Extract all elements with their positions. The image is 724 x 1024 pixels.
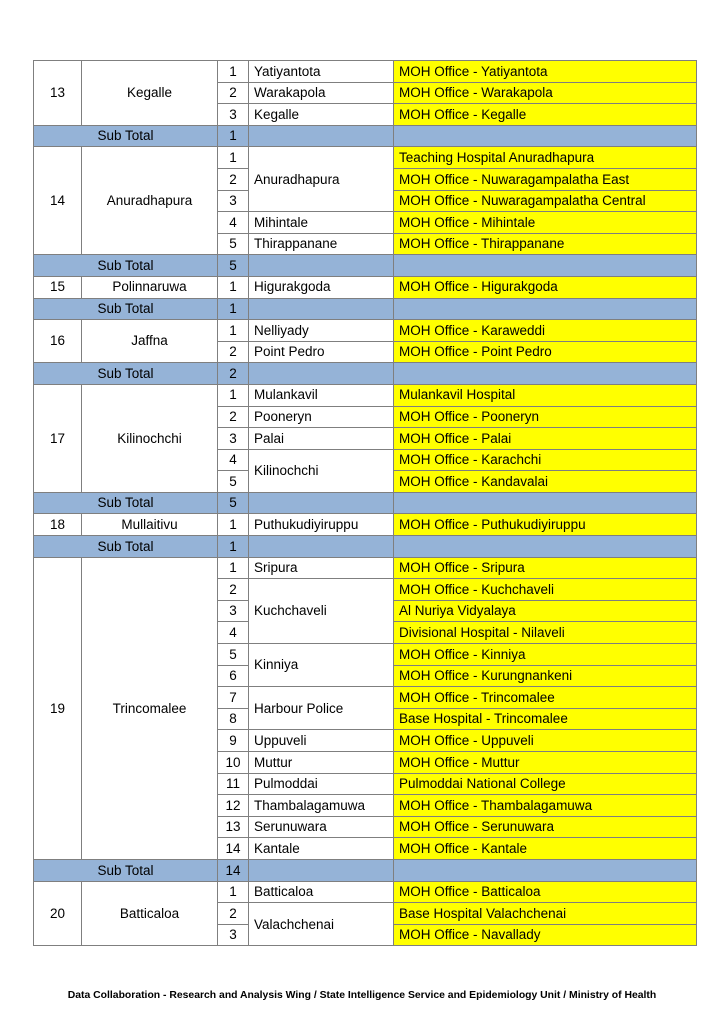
- moh-area: Valachchenai: [249, 903, 394, 946]
- vaccination-centre: MOH Office - Nuwaragampalatha Central: [394, 190, 697, 212]
- district-number: 16: [34, 320, 82, 363]
- district-number: 14: [34, 147, 82, 255]
- moh-area: Harbour Police: [249, 687, 394, 730]
- footer-credit: Data Collaboration - Research and Analysis Wing / State Intelligence Service and Epidemiology Unit / Ministry of Health: [67, 990, 657, 1001]
- district-name: Kegalle: [82, 61, 218, 126]
- subtotal-row: [34, 536, 697, 558]
- moh-area: Uppuveli: [249, 730, 394, 752]
- vaccination-centre: MOH Office - Kantale: [394, 838, 697, 860]
- subtotal-label: Sub Total: [34, 859, 218, 881]
- row-number: 1: [218, 320, 249, 342]
- subtotal-row: [34, 859, 697, 881]
- row-number: 1: [218, 147, 249, 169]
- row-number: 2: [218, 903, 249, 925]
- row-number: 1: [218, 514, 249, 536]
- subtotal-empty: [249, 859, 394, 881]
- table-row: [34, 147, 697, 169]
- vaccination-centre: MOH Office - Point Pedro: [394, 341, 697, 363]
- vaccination-centre: MOH Office - Karachchi: [394, 449, 697, 471]
- row-number: 4: [218, 212, 249, 234]
- district-number: 19: [34, 557, 82, 859]
- vaccination-centre: MOH Office - Puthukudiyiruppu: [394, 514, 697, 536]
- district-name: Trincomalee: [82, 557, 218, 859]
- moh-area: Kilinochchi: [249, 449, 394, 492]
- moh-area: Serunuwara: [249, 816, 394, 838]
- subtotal-value: 14: [218, 859, 249, 881]
- subtotal-empty: [394, 125, 697, 147]
- moh-area: Palai: [249, 428, 394, 450]
- vaccination-centre: MOH Office - Uppuveli: [394, 730, 697, 752]
- moh-area: Kinniya: [249, 644, 394, 687]
- moh-area: Anuradhapura: [249, 147, 394, 212]
- district-number: 18: [34, 514, 82, 536]
- row-number: 3: [218, 104, 249, 126]
- subtotal-value: 1: [218, 536, 249, 558]
- subtotal-empty: [394, 492, 697, 514]
- row-number: 2: [218, 406, 249, 428]
- vaccination-centre: MOH Office - Sripura: [394, 557, 697, 579]
- row-number: 4: [218, 622, 249, 644]
- subtotal-value: 1: [218, 298, 249, 320]
- subtotal-label: Sub Total: [34, 536, 218, 558]
- row-number: 1: [218, 881, 249, 903]
- subtotal-label: Sub Total: [34, 363, 218, 385]
- vaccination-centre: MOH Office - Higurakgoda: [394, 276, 697, 298]
- vaccination-centre: Base Hospital Valachchenai: [394, 903, 697, 925]
- table-row: [34, 320, 697, 342]
- vaccination-centre: MOH Office - Kurungnankeni: [394, 665, 697, 687]
- row-number: 5: [218, 644, 249, 666]
- vaccination-centre: MOH Office - Warakapola: [394, 82, 697, 104]
- row-number: 2: [218, 341, 249, 363]
- subtotal-empty: [249, 492, 394, 514]
- vaccination-centre: Divisional Hospital - Nilaveli: [394, 622, 697, 644]
- vaccination-centre: MOH Office - Karaweddi: [394, 320, 697, 342]
- row-number: 5: [218, 471, 249, 493]
- vaccination-centre: MOH Office - Kandavalai: [394, 471, 697, 493]
- subtotal-empty: [394, 363, 697, 385]
- vaccination-centre: MOH Office - Yatiyantota: [394, 61, 697, 83]
- row-number: 3: [218, 924, 249, 946]
- district-name: Kilinochchi: [82, 384, 218, 492]
- subtotal-label: Sub Total: [34, 298, 218, 320]
- moh-area: Muttur: [249, 752, 394, 774]
- vaccination-centre: MOH Office - Muttur: [394, 752, 697, 774]
- district-number: 15: [34, 276, 82, 298]
- subtotal-empty: [394, 536, 697, 558]
- subtotal-empty: [394, 298, 697, 320]
- vaccination-centre: Al Nuriya Vidyalaya: [394, 600, 697, 622]
- row-number: 7: [218, 687, 249, 709]
- vaccination-centre: Base Hospital - Trincomalee: [394, 708, 697, 730]
- subtotal-empty: [394, 255, 697, 277]
- table-row: [34, 384, 697, 406]
- subtotal-empty: [249, 255, 394, 277]
- vaccination-centre: MOH Office - Navallady: [394, 924, 697, 946]
- district-name: Jaffna: [82, 320, 218, 363]
- moh-area: Thirappanane: [249, 233, 394, 255]
- moh-area: Point Pedro: [249, 341, 394, 363]
- row-number: 10: [218, 752, 249, 774]
- subtotal-row: [34, 255, 697, 277]
- district-name: Anuradhapura: [82, 147, 218, 255]
- moh-area: Yatiyantota: [249, 61, 394, 83]
- vaccination-centre: MOH Office - Trincomalee: [394, 687, 697, 709]
- row-number: 9: [218, 730, 249, 752]
- row-number: 6: [218, 665, 249, 687]
- subtotal-value: 5: [218, 255, 249, 277]
- vaccination-centre: MOH Office - Serunuwara: [394, 816, 697, 838]
- table-row: [34, 557, 697, 579]
- vaccination-centre: MOH Office - Nuwaragampalatha East: [394, 168, 697, 190]
- subtotal-row: [34, 492, 697, 514]
- vaccination-centre: MOH Office - Thambalagamuwa: [394, 795, 697, 817]
- subtotal-empty: [249, 298, 394, 320]
- subtotal-row: [34, 125, 697, 147]
- moh-area: Thambalagamuwa: [249, 795, 394, 817]
- subtotal-empty: [249, 125, 394, 147]
- subtotal-row: [34, 363, 697, 385]
- row-number: 3: [218, 190, 249, 212]
- vaccination-centre: MOH Office - Batticaloa: [394, 881, 697, 903]
- vaccination-centre: Mulankavil Hospital: [394, 384, 697, 406]
- moh-area: Mulankavil: [249, 384, 394, 406]
- subtotal-value: 1: [218, 125, 249, 147]
- row-number: 1: [218, 276, 249, 298]
- table-row: [34, 276, 697, 298]
- row-number: 12: [218, 795, 249, 817]
- row-number: 1: [218, 61, 249, 83]
- subtotal-row: [34, 298, 697, 320]
- moh-area: Warakapola: [249, 82, 394, 104]
- row-number: 8: [218, 708, 249, 730]
- district-number: 20: [34, 881, 82, 946]
- subtotal-empty: [249, 536, 394, 558]
- moh-area: Kuchchaveli: [249, 579, 394, 644]
- row-number: 2: [218, 168, 249, 190]
- moh-area: Kantale: [249, 838, 394, 860]
- moh-area: Pulmoddai: [249, 773, 394, 795]
- vaccination-centre: MOH Office - Palai: [394, 428, 697, 450]
- moh-area: Batticaloa: [249, 881, 394, 903]
- moh-area: Mihintale: [249, 212, 394, 234]
- vaccination-centre: MOH Office - Mihintale: [394, 212, 697, 234]
- moh-area: Sripura: [249, 557, 394, 579]
- subtotal-value: 2: [218, 363, 249, 385]
- table-row: [34, 61, 697, 83]
- moh-area: Nelliyady: [249, 320, 394, 342]
- row-number: 4: [218, 449, 249, 471]
- district-name: Polinnaruwa: [82, 276, 218, 298]
- row-number: 11: [218, 773, 249, 795]
- district-name: Mullaitivu: [82, 514, 218, 536]
- vaccination-centre: Teaching Hospital Anuradhapura: [394, 147, 697, 169]
- row-number: 3: [218, 600, 249, 622]
- row-number: 13: [218, 816, 249, 838]
- vaccination-centre: MOH Office - Thirappanane: [394, 233, 697, 255]
- table-row: [34, 881, 697, 903]
- subtotal-value: 5: [218, 492, 249, 514]
- moh-area: Puthukudiyiruppu: [249, 514, 394, 536]
- table-row: [34, 514, 697, 536]
- subtotal-label: Sub Total: [34, 125, 218, 147]
- moh-area: Higurakgoda: [249, 276, 394, 298]
- row-number: 3: [218, 428, 249, 450]
- subtotal-label: Sub Total: [34, 255, 218, 277]
- vaccination-centre: MOH Office - Kinniya: [394, 644, 697, 666]
- district-number: 13: [34, 61, 82, 126]
- row-number: 5: [218, 233, 249, 255]
- row-number: 1: [218, 384, 249, 406]
- moh-area: Kegalle: [249, 104, 394, 126]
- row-number: 14: [218, 838, 249, 860]
- vaccination-centres-table: [33, 60, 697, 946]
- subtotal-empty: [394, 859, 697, 881]
- moh-area: Pooneryn: [249, 406, 394, 428]
- row-number: 2: [218, 579, 249, 601]
- vaccination-centre: MOH Office - Pooneryn: [394, 406, 697, 428]
- vaccination-centre: Pulmoddai National College: [394, 773, 697, 795]
- subtotal-label: Sub Total: [34, 492, 218, 514]
- vaccination-centre: MOH Office - Kegalle: [394, 104, 697, 126]
- row-number: 2: [218, 82, 249, 104]
- vaccination-centre: MOH Office - Kuchchaveli: [394, 579, 697, 601]
- row-number: 1: [218, 557, 249, 579]
- subtotal-empty: [249, 363, 394, 385]
- district-number: 17: [34, 384, 82, 492]
- district-name: Batticaloa: [82, 881, 218, 946]
